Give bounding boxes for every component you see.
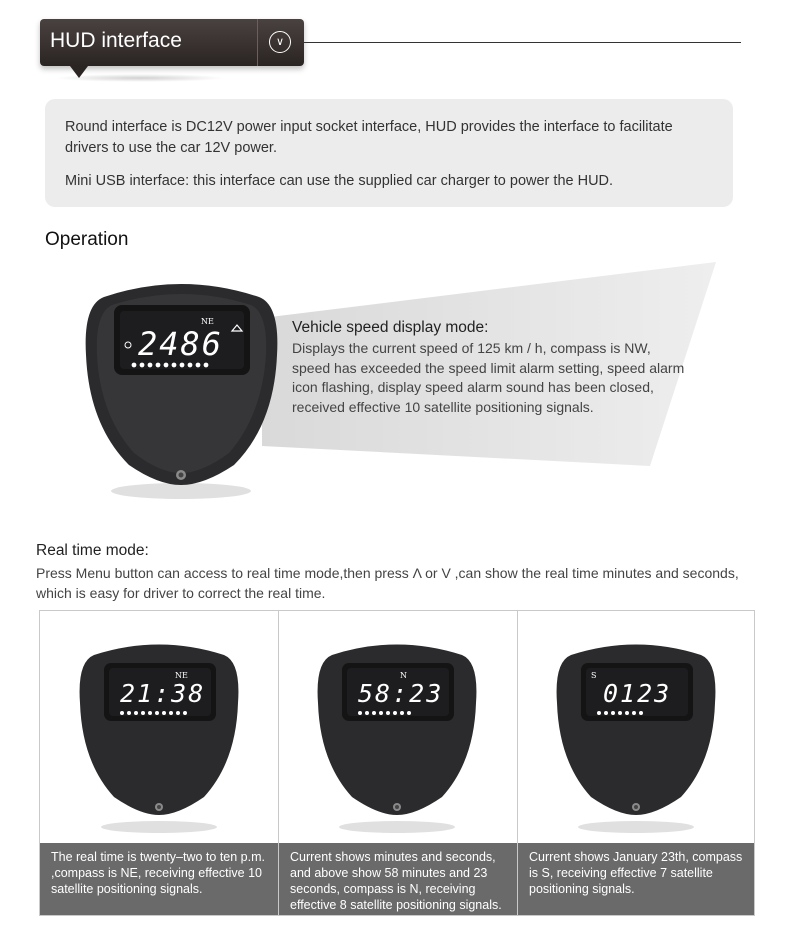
hud-device-cell-3 (555, 637, 717, 837)
hud-time-digits: 0123 (603, 679, 672, 708)
hud-speed-digits: 2486 (138, 325, 224, 363)
speed-mode-title: Vehicle speed display mode: (292, 319, 489, 336)
real-time-title: Real time mode: (36, 542, 149, 559)
hud-device-cell-1 (78, 637, 240, 837)
caption-cell-2: Current shows minutes and seconds, and above show 58 minutes and 23 seconds, compass is N, receiving effective 8 satellite positioning signals. (279, 843, 517, 915)
real-time-grid (39, 610, 755, 916)
chevron-down-icon[interactable]: ∨ (269, 31, 291, 53)
hud-compass-label: S (591, 671, 597, 680)
hud-time-digits: 21:38 (120, 679, 206, 708)
hud-device-body (555, 637, 717, 837)
operation-heading: Operation (45, 229, 129, 250)
hud-device-body (84, 275, 279, 505)
section-title: HUD interface (50, 29, 182, 52)
hud-device-body (78, 637, 240, 837)
hud-compass-label: NE (175, 671, 188, 680)
caption-cell-3: Current shows January 23th, compass is S, receiving effective 7 satellite positioning signals. (518, 843, 754, 915)
caption-cell-1: The real time is twenty–two to ten p.m. ,compass is NE, receiving effective 10 satellite positioning signals. (40, 843, 278, 915)
hud-compass-label: N (400, 671, 407, 680)
hud-device-body (316, 637, 478, 837)
info-paragraph-usb: Mini USB interface: this interface can use the supplied car charger to power the HUD. (65, 173, 614, 189)
speed-mode-description: Displays the current speed of 125 km / h, compass is NW, speed has exceeded the speed limit alarm setting, speed alarm icon flashing, display speed alarm sound has been closed, received effective 10 satellite positioning signals. (292, 340, 685, 415)
real-time-description: Press Menu button can access to real time mode,then press Λ or V ,can show the real time minutes and seconds, which is easy for driver to correct the real time. (36, 565, 739, 601)
hud-device-cell-2 (316, 637, 478, 837)
hud-time-digits: 58:23 (358, 679, 444, 708)
info-paragraph-power: Round interface is DC12V power input socket interface, HUD provides the interface to facilitate drivers to use the car 12V power. (65, 119, 673, 156)
hud-compass-label: NE (201, 317, 214, 326)
hud-device-speed (84, 275, 279, 505)
